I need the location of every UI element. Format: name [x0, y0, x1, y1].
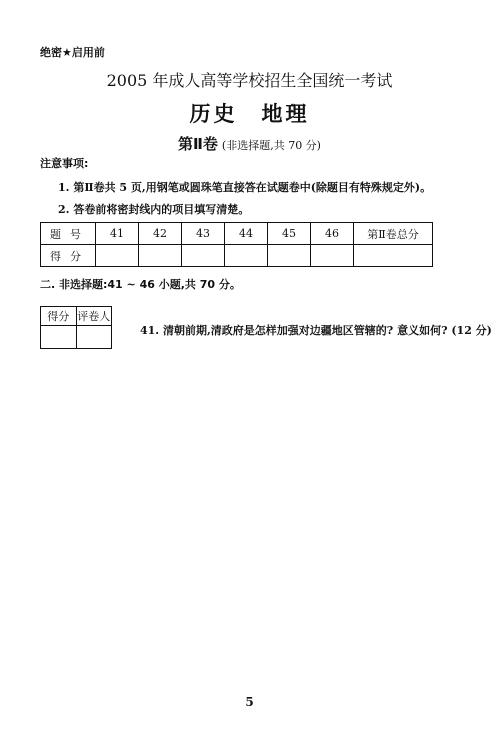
grader-name-label: 评卷人 — [76, 307, 112, 326]
score-cell[interactable] — [225, 245, 268, 267]
part-note: (非选择题,共 70 分) — [221, 139, 321, 152]
grader-box — [40, 306, 112, 349]
part-title: 第Ⅱ卷 — [178, 135, 218, 153]
score-table-score-row — [41, 245, 433, 267]
grader-name-cell[interactable] — [76, 326, 112, 349]
column-header-total: 第Ⅱ卷总分 — [354, 223, 433, 245]
grader-score-label: 得分 — [41, 307, 77, 326]
section-heading: 二. 非选择题:41 ~ 46 小题,共 70 分。 — [40, 278, 241, 291]
notice-heading: 注意事项: — [40, 157, 89, 170]
grader-score-cell[interactable] — [41, 326, 77, 349]
part-heading — [0, 133, 499, 154]
exam-title: 2005 年成人高等学校招生全国统一考试 — [106, 71, 393, 90]
notice-item: 1. 第Ⅱ卷共 5 页,用钢笔或圆珠笔直接答在试题卷中(除题目有特殊规定外)。 — [58, 181, 432, 194]
score-cell-total[interactable] — [354, 245, 433, 267]
column-header: 41 — [96, 223, 139, 245]
notice-item: 2. 答卷前将密封线内的项目填写清楚。 — [58, 203, 250, 216]
score-cell[interactable] — [182, 245, 225, 267]
column-header: 46 — [311, 223, 354, 245]
column-header: 42 — [139, 223, 182, 245]
score-cell[interactable] — [311, 245, 354, 267]
score-cell[interactable] — [139, 245, 182, 267]
score-table — [40, 222, 433, 267]
score-cell[interactable] — [96, 245, 139, 267]
question-41: 41. 清朝前期,清政府是怎样加强对边疆地区管辖的? 意义如何? (12 分) — [140, 324, 492, 337]
row-label-question: 题号 — [41, 223, 96, 245]
page-number: 5 — [245, 695, 254, 709]
confidential-label: 绝密★启用前 — [40, 46, 105, 59]
column-header: 45 — [268, 223, 311, 245]
subject-title: 历史 地理 — [189, 101, 310, 126]
score-cell[interactable] — [268, 245, 311, 267]
column-header: 43 — [182, 223, 225, 245]
score-table-header-row — [41, 223, 433, 245]
column-header: 44 — [225, 223, 268, 245]
row-label-score: 得分 — [41, 245, 96, 267]
